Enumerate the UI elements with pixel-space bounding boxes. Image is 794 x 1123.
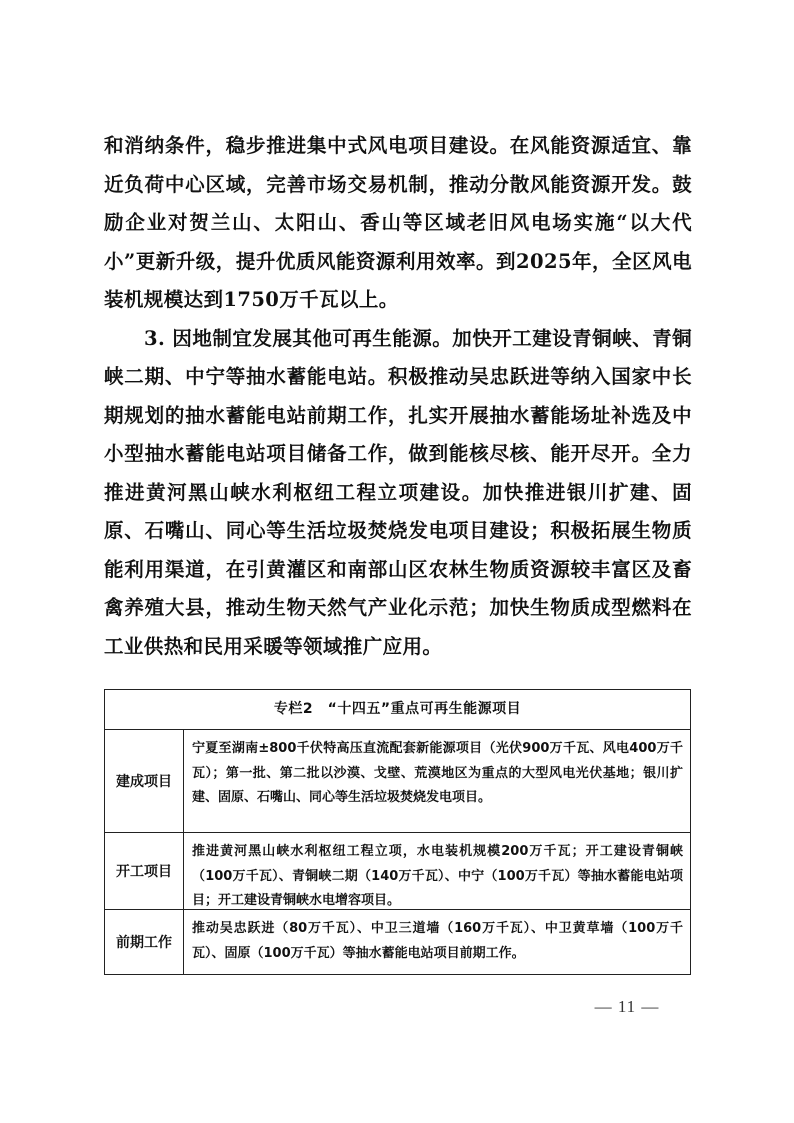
table-row [105,910,690,974]
table-row [105,833,690,910]
row-content-preliminary: 推动吴忠跃进（80万千瓦）、中卫三道墙（160万千瓦）、中卫黄草墙（100万千瓦）、固原（100万千瓦）等抽水蓄能电站项目前期工作。 [192,921,683,961]
row-content-completed: 宁夏至湖南±800千伏特高压直流配套新能源项目（光伏900万千瓦、风电400万千瓦）；第一批、第二批以沙漠、戈壁、荒漠地区为重点的大型风电光伏基地；银川扩建、固原、石嘴山、同心等生活垃圾焚烧发电项目。 [192,741,683,805]
row-content-started: 推进黄河黑山峡水利枢纽工程立项，水电装机规模200万千瓦；开工建设青铜峡（100万千瓦）、青铜峡二期（140万千瓦）、中宁（100万千瓦）等抽水蓄能电站项目；开工建设青铜峡水电增容项目。 [192,844,683,908]
column-box-title: 专栏2 “十四五”重点可再生能源项目 [105,690,690,730]
body-text [104,127,692,666]
paragraph-other-renewables: 3. 因地制宜发展其他可再生能源。加快开工建设青铜峡、青铜峡二期、中宁等抽水蓄能电站。积极推动吴忠跃进等纳入国家中长期规划的抽水蓄能电站前期工作，扎实开展抽水蓄能场址补选及中小型抽水蓄能电站项目储备工作，做到能核尽核、能开尽开。全力推进黄河黑山峡水利枢纽工程立项建设。加快推进银川扩建、固原、石嘴山、同心等生活垃圾焚烧发电项目建设；积极拓展生物质能利用渠道，在引黄灌区和南部山区农林生物质资源较丰富区及畜禽养殖大县，推动生物天然气产业化示范；加快生物质成型燃料在工业供热和民用采暖等领域推广应用。 [104,326,692,658]
row-label-preliminary: 前期工作 [105,910,184,974]
row-label-started: 开工项目 [105,833,184,909]
column-box [104,689,691,975]
table-row [105,730,690,833]
page-number: — 11 — [594,997,660,1016]
paragraph-wind: 和消纳条件，稳步推进集中式风电项目建设。在风能资源适宜、靠近负荷中心区域，完善市场交易机制，推动分散风能资源开发。鼓励企业对贺兰山、太阳山、香山等区域老旧风电场实施“以大代小”更新升级，提升优质风能资源利用效率。到2025年，全区风电装机规模达到1750万千瓦以上。 [104,134,692,311]
row-label-completed: 建成项目 [105,730,184,832]
